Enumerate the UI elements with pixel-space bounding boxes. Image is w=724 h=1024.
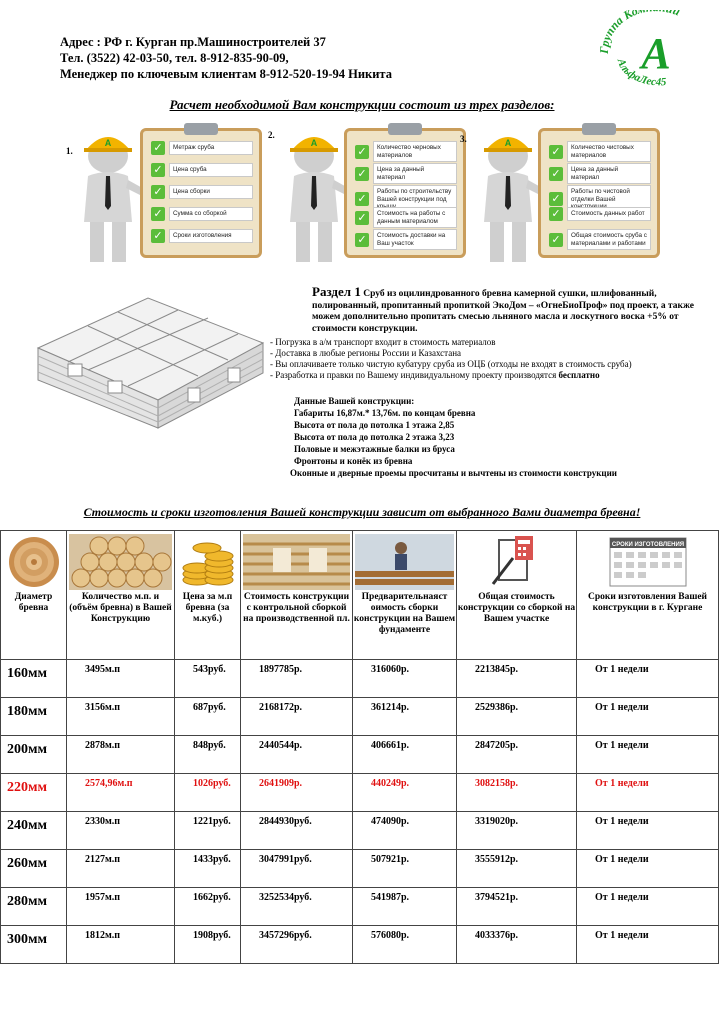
checklist-item-text: Цена за данный материал	[567, 163, 651, 184]
clipboard-clip-icon	[582, 123, 616, 135]
cell-production-cost: 2440544р.	[241, 736, 353, 774]
data-line-5: Фронтоны и конёк из бревна	[294, 456, 413, 466]
cell-assembly-cost: 406661р.	[353, 736, 457, 774]
calculator-icon	[459, 534, 574, 590]
bullet-2: - Доставка в любые регионы России и Казахстана	[270, 348, 462, 358]
checkmark-icon: ✓	[355, 192, 369, 206]
cell-total-cost: 3319020р.	[457, 812, 577, 850]
checkmark-icon: ✓	[355, 167, 369, 181]
cell-total-cost: 4033376р.	[457, 926, 577, 964]
logo-top-text: Группа Ко й	[596, 10, 683, 55]
checkmark-icon: ✓	[549, 145, 563, 159]
header-diameter: Диаметр бревна	[1, 531, 67, 660]
data-line-2: Высота от пола до потолка 1 этажа 2,85	[294, 420, 455, 430]
table-row	[1, 660, 719, 698]
log-stack-image	[69, 534, 172, 590]
checklist-item	[151, 141, 253, 155]
checklist-item	[549, 229, 651, 250]
cell-quantity: 2330м.п	[67, 812, 175, 850]
checklist-item-text: Работы по чистовой отделки Вашей	[567, 185, 651, 214]
data-line-4: Половые и межэтажные балки из бруса	[294, 444, 455, 454]
cell-production-cost: 2844930руб.	[241, 812, 353, 850]
cell-terms: От 1 недели	[577, 850, 719, 888]
checklist-item-text: Цена сруба	[169, 163, 253, 177]
checklist-clipboard	[140, 128, 262, 258]
cell-terms: От 1 недели	[577, 888, 719, 926]
cell-diameter: 280мм	[1, 888, 67, 926]
checklist-item	[355, 207, 457, 228]
checklist-item	[151, 229, 253, 243]
header-assembly-cost: Предварительнаяст оимость сборки конструкции на Вашем фундаменте	[353, 531, 457, 660]
company-logo	[596, 10, 714, 90]
cell-assembly-cost: 361214р.	[353, 698, 457, 736]
cell-terms: От 1 недели	[577, 660, 719, 698]
cell-quantity: 2574,96м.п	[67, 774, 175, 812]
cell-price: 1433руб.	[175, 850, 241, 888]
table-body	[1, 660, 719, 964]
checklist-item-text: Цена за данный материал	[373, 163, 457, 184]
calendar-label: СРОКИ ИЗГОТОВЛЕНИЯ	[611, 542, 684, 548]
header-production-cost: Стоимость конструкции с контрольной сборкой на производственной пл.	[241, 531, 353, 660]
checklist-item-text: Стоимость на работы с данным материалом	[373, 207, 457, 228]
cell-diameter: 160мм	[1, 660, 67, 698]
checkmark-icon: ✓	[355, 211, 369, 225]
cell-diameter: 240мм	[1, 812, 67, 850]
table-row	[1, 850, 719, 888]
cell-total-cost: 3082158р.	[457, 774, 577, 812]
cell-quantity: 1957м.п	[67, 888, 175, 926]
logo-bottom-text: АльфаЛес45	[614, 57, 667, 89]
checklist-item	[549, 207, 651, 221]
section-1-title: Раздел 1	[312, 284, 361, 299]
builder-image	[355, 534, 454, 590]
cell-production-cost: 3252534руб.	[241, 888, 353, 926]
cell-terms: От 1 недели	[577, 774, 719, 812]
data-line-3: Высота от пола до потолка 2 этажа 3,23	[294, 432, 455, 442]
header-total-cost: Общая стоимость конструкции со сборкой на Вашем участке	[457, 531, 577, 660]
svg-text:A: A	[104, 138, 112, 148]
checkmark-icon: ✓	[151, 185, 165, 199]
cell-total-cost: 3794521р.	[457, 888, 577, 926]
cell-diameter: 220мм	[1, 774, 67, 812]
cell-terms: От 1 недели	[577, 736, 719, 774]
table-row	[1, 812, 719, 850]
header-terms: СРОКИ ИЗГОТОВЛЕНИЯ Сроки изготовления Вашей конструкции в г. Кургане	[577, 531, 719, 660]
table-header-row	[1, 531, 719, 660]
checkmark-icon: ✓	[355, 233, 369, 247]
cell-production-cost: 2168172р.	[241, 698, 353, 736]
log-end-image	[3, 534, 64, 590]
cell-price: 1026руб.	[175, 774, 241, 812]
cell-price: 1221руб.	[175, 812, 241, 850]
cell-diameter: 200мм	[1, 736, 67, 774]
cell-quantity: 3495м.п	[67, 660, 175, 698]
checkmark-icon: ✓	[549, 233, 563, 247]
calendar-icon	[579, 534, 716, 590]
address-line: Адрес : РФ г. Курган пр.Машиностроителей 37	[60, 35, 326, 49]
bullet-4: - Разработка и правки по Вашему индивидуальному проекту производятся	[270, 370, 559, 380]
checklist-item-text: Сумма со сборкой	[169, 207, 253, 221]
cell-diameter: 300мм	[1, 926, 67, 964]
cell-price: 1662руб.	[175, 888, 241, 926]
checklist-clipboard	[344, 128, 466, 258]
checklist-item	[151, 207, 253, 221]
checklist-item	[151, 185, 253, 199]
checkmark-icon: ✓	[355, 145, 369, 159]
checklist-item-text: Сроки изготовления	[169, 229, 253, 243]
checklist-item	[549, 163, 651, 184]
cell-total-cost: 2529386р.	[457, 698, 577, 736]
cell-price: 1908руб.	[175, 926, 241, 964]
section-1-text: Сруб из оцилиндрованного бревна камерной сушки, шлифованный, полированный, пропитанный пропиткой ЭкоДом – «ОгнеБиоПроф» под проект, а также можем дополнительно пропитать смесью льняного масла и лоскутного воска +5% от стоимости конструкции.	[312, 289, 694, 334]
data-line-1: Габариты 16,87м.* 13,76м. по концам бревна	[294, 408, 476, 418]
cell-quantity: 3156м.п	[67, 698, 175, 736]
cell-assembly-cost: 576080р.	[353, 926, 457, 964]
cell-assembly-cost: 541987р.	[353, 888, 457, 926]
cell-diameter: 180мм	[1, 698, 67, 736]
cell-total-cost: 2213845р.	[457, 660, 577, 698]
checklist-item-text: Метраж сруба	[169, 141, 253, 155]
cell-price: 687руб.	[175, 698, 241, 736]
clipboard-clip-icon	[184, 123, 218, 135]
cell-terms: От 1 недели	[577, 926, 719, 964]
bullet-4-bold: бесплатно	[558, 370, 600, 380]
data-line-0: Данные Вашей конструкции:	[294, 396, 415, 406]
checkmark-icon: ✓	[549, 207, 563, 221]
cell-production-cost: 2641909р.	[241, 774, 353, 812]
header-price: Цена за м.п бревна (за м.куб.)	[175, 531, 241, 660]
cell-assembly-cost: 440249р.	[353, 774, 457, 812]
checkmark-icon: ✓	[151, 163, 165, 177]
checklist-clipboard	[538, 128, 660, 258]
cell-diameter: 260мм	[1, 850, 67, 888]
intro-title: Расчет необходимой Вам конструкции состоит из трех разделов:	[169, 97, 555, 112]
coins-image	[177, 534, 238, 590]
cell-production-cost: 3047991руб.	[241, 850, 353, 888]
svg-text:A: A	[504, 138, 512, 148]
cell-terms: От 1 недели	[577, 812, 719, 850]
phones-line: Тел. (3522) 42-03-50, тел. 8-912-835-90-09,	[60, 51, 289, 65]
table-row	[1, 888, 719, 926]
cell-quantity: 2127м.п	[67, 850, 175, 888]
bullet-3: - Вы оплачиваете только чистую кубатуру сруба из ОЦБ (отходы не входят в стоимость сруба)	[270, 359, 632, 369]
step-number: 1.	[66, 146, 73, 156]
checklist-item	[151, 163, 253, 177]
checklist-item-text: Общая стоимость сруба с материалами и работами	[567, 229, 651, 250]
cell-price: 848руб.	[175, 736, 241, 774]
header-quantity: Количество м.п. и (объём бревна) в Вашей Конструкцию	[67, 531, 175, 660]
step-number: 2.	[268, 130, 275, 140]
price-table	[0, 530, 719, 964]
cell-assembly-cost: 507921р.	[353, 850, 457, 888]
log-frame-image	[243, 534, 350, 590]
checkmark-icon: ✓	[151, 229, 165, 243]
table-row	[1, 736, 719, 774]
cell-terms: От 1 недели	[577, 698, 719, 736]
checkmark-icon: ✓	[549, 192, 563, 206]
logo-letter: А	[641, 29, 671, 78]
cell-quantity: 1812м.п	[67, 926, 175, 964]
checklist-item-text: Количество черновых материалов	[373, 141, 457, 162]
checklist-item	[355, 229, 457, 250]
cell-total-cost: 3555912р.	[457, 850, 577, 888]
cell-assembly-cost: 316060р.	[353, 660, 457, 698]
checkmark-icon: ✓	[151, 141, 165, 155]
cell-production-cost: 3457296руб.	[241, 926, 353, 964]
table-title: Стоимость и сроки изготовления Вашей конструкции зависит от выбранного Вами диаметра бревна!	[83, 505, 641, 519]
checklist-item-text: Количество чистовых материалов	[567, 141, 651, 162]
table-row	[1, 698, 719, 736]
data-line-6: Оконные и дверные проемы просчитаны и вычтены из стоимости конструкции	[290, 468, 617, 478]
table-row	[1, 926, 719, 964]
checklist-item	[355, 163, 457, 184]
checkmark-icon: ✓	[549, 167, 563, 181]
cell-assembly-cost: 474090р.	[353, 812, 457, 850]
section-1	[270, 286, 710, 381]
clipboard-clip-icon	[388, 123, 422, 135]
svg-text:A: A	[310, 138, 318, 148]
table-row	[1, 774, 719, 812]
checklist-item	[355, 141, 457, 162]
cell-price: 543руб.	[175, 660, 241, 698]
checklist-item-text: Стоимость данных работ	[567, 207, 651, 221]
cell-quantity: 2878м.п	[67, 736, 175, 774]
log-house-3d-drawing	[28, 288, 268, 438]
checklist-item-text: Работы по строительству Вашей конструкции под	[373, 185, 457, 214]
checkmark-icon: ✓	[151, 207, 165, 221]
bullet-1: - Погрузка в а/м транспорт входит в стоимость материалов	[270, 337, 496, 347]
checklist-item-text: Цена сборки	[169, 185, 253, 199]
checklist-item-text: Стоимость доставки на Ваш участок	[373, 229, 457, 250]
step-number: 3.	[460, 134, 467, 144]
cell-production-cost: 1897785р.	[241, 660, 353, 698]
construction-data	[290, 395, 710, 479]
manager-line: Менеджер по ключевым клиентам 8-912-520-19-94 Никита	[60, 67, 392, 81]
checklist-item	[549, 141, 651, 162]
builder-figure-icon	[70, 126, 150, 271]
cell-total-cost: 2847205р.	[457, 736, 577, 774]
